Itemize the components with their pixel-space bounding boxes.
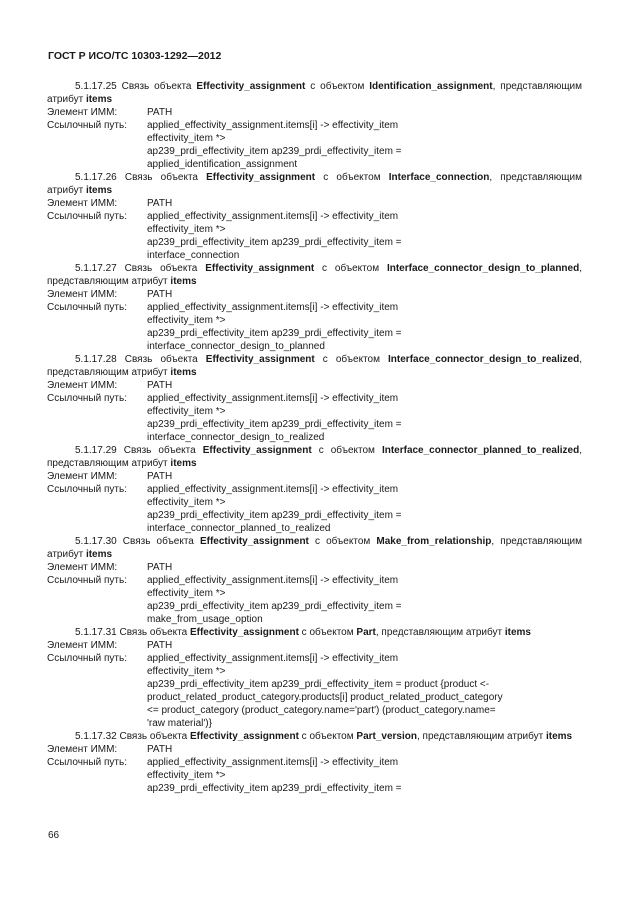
- document-body: [47, 80, 582, 795]
- clause-number: 5.1.17.31 Связь: [75, 627, 148, 638]
- path-label: Ссылочный путь:: [47, 484, 127, 495]
- element-label: Элемент ИММ:: [47, 198, 118, 209]
- path-line: effectivity_item *>: [147, 770, 226, 781]
- clause-text: объекта: [147, 627, 190, 638]
- clause-entity: Effectivity_assignment: [189, 731, 299, 742]
- clause-text: , представляющим атрибут: [417, 731, 546, 742]
- clause-text: с объектом: [305, 81, 370, 92]
- clause-attribute: items: [170, 458, 197, 469]
- clause-entity: Effectivity_assignment: [206, 172, 316, 183]
- clause-target: Interface_connector_design_to_realized: [388, 354, 580, 365]
- clause-text: с объектом: [314, 354, 389, 365]
- clause-heading: [47, 80, 582, 106]
- path-line: applied_effectivity_assignment.items[i] -> effectivity_item: [147, 302, 399, 313]
- path-line: ap239_prdi_effectivity_item ap239_prdi_effectivity_item =: [147, 146, 402, 157]
- clause-number: 5.1.17.26 Связь: [75, 172, 153, 183]
- path-line: 'raw material')}: [147, 718, 212, 729]
- clause-block: [47, 535, 582, 626]
- path-row: [47, 652, 582, 730]
- clause-number: 5.1.17.29 Связь: [75, 445, 152, 456]
- clause-heading: [47, 353, 582, 379]
- clause-text: объекта: [150, 536, 200, 547]
- element-row: [47, 106, 582, 119]
- clause-entity: Effectivity_assignment: [189, 627, 299, 638]
- path-line: effectivity_item *>: [147, 588, 226, 599]
- clause-attribute: items: [170, 276, 197, 287]
- path-line: applied_effectivity_assignment.items[i] -> effectivity_item: [147, 120, 399, 131]
- path-line: effectivity_item *>: [147, 666, 226, 677]
- path-value: [147, 574, 582, 626]
- path-line: ap239_prdi_effectivity_item ap239_prdi_effectivity_item =: [147, 510, 402, 521]
- clause-block: [47, 353, 582, 444]
- path-line: interface_connector_design_to_planned: [147, 341, 325, 352]
- clause-text: , представляющим атрибут: [47, 81, 583, 105]
- clause-heading: [47, 730, 582, 743]
- path-row: [47, 119, 582, 171]
- page-header: ГОСТ Р ИСО/ТС 10303-1292—2012: [48, 50, 222, 62]
- clause-text: с объектом: [298, 627, 357, 638]
- path-line: effectivity_item *>: [147, 133, 226, 144]
- path-line: effectivity_item *>: [147, 224, 226, 235]
- path-value: [147, 652, 582, 730]
- path-line: effectivity_item *>: [147, 406, 226, 417]
- path-line: ap239_prdi_effectivity_item ap239_prdi_effectivity_item = product {product <-: [147, 679, 490, 690]
- path-row: [47, 392, 582, 444]
- clause-attribute: items: [545, 731, 573, 742]
- path-label: Ссылочный путь:: [47, 120, 127, 131]
- clause-entity: Effectivity_assignment: [205, 354, 315, 365]
- path-line: interface_connection: [147, 250, 240, 261]
- clause-number: 5.1.17.32 Связь: [75, 731, 148, 742]
- clause-text: объекта: [152, 263, 206, 274]
- path-line: applied_effectivity_assignment.items[i] -> effectivity_item: [147, 211, 399, 222]
- element-value: PATH: [147, 289, 173, 300]
- path-row: [47, 301, 582, 353]
- clause-text: , представляющим атрибут: [375, 627, 505, 638]
- clause-text: , представляющим атрибут: [47, 263, 582, 287]
- path-line: effectivity_item *>: [147, 315, 226, 326]
- clause-entity: Effectivity_assignment: [199, 536, 309, 547]
- path-value: [147, 301, 582, 353]
- clause-list: [47, 80, 582, 795]
- path-line: applied_effectivity_assignment.items[i] -> effectivity_item: [147, 757, 399, 768]
- page-number: 66: [48, 830, 60, 841]
- element-label: Элемент ИММ:: [47, 107, 118, 118]
- element-value: PATH: [147, 380, 173, 391]
- path-line: <= product_category (product_category.name='part') (product_category.name=: [147, 705, 496, 716]
- clause-text: с объектом: [311, 445, 382, 456]
- element-row: [47, 470, 582, 483]
- clause-target: Interface_connector_design_to_planned: [386, 263, 580, 274]
- clause-target: Part: [356, 627, 376, 638]
- element-row: [47, 743, 582, 756]
- path-line: applied_effectivity_assignment.items[i] -> effectivity_item: [147, 575, 399, 586]
- clause-text: с объектом: [298, 731, 357, 742]
- path-line: ap239_prdi_effectivity_item ap239_prdi_effectivity_item =: [147, 419, 402, 430]
- path-value: [147, 210, 582, 262]
- path-value: [147, 392, 582, 444]
- element-value: PATH: [147, 471, 173, 482]
- clause-target: Make_from_relationship: [376, 536, 492, 547]
- path-row: [47, 574, 582, 626]
- clause-entity: Effectivity_assignment: [196, 81, 306, 92]
- clause-block: [47, 730, 582, 795]
- path-line: applied_effectivity_assignment.items[i] -> effectivity_item: [147, 484, 399, 495]
- clause-number: 5.1.17.25 Связь: [75, 81, 150, 92]
- clause-block: [47, 262, 582, 353]
- path-line: ap239_prdi_effectivity_item ap239_prdi_effectivity_item =: [147, 601, 402, 612]
- path-label: Ссылочный путь:: [47, 653, 127, 664]
- clause-text: объекта: [149, 81, 197, 92]
- path-line: applied_effectivity_assignment.items[i] -> effectivity_item: [147, 653, 399, 664]
- clause-target: Interface_connector_planned_to_realized: [381, 445, 580, 456]
- element-value: PATH: [147, 198, 173, 209]
- clause-attribute: items: [85, 549, 113, 560]
- clause-heading: [47, 535, 582, 561]
- path-value: [147, 483, 582, 535]
- path-row: [47, 210, 582, 262]
- element-value: PATH: [147, 107, 173, 118]
- path-line: interface_connector_design_to_realized: [147, 432, 325, 443]
- clause-text: объекта: [152, 354, 206, 365]
- element-label: Элемент ИММ:: [47, 289, 118, 300]
- clause-attribute: items: [85, 185, 113, 196]
- clause-attribute: items: [170, 367, 197, 378]
- path-line: ap239_prdi_effectivity_item ap239_prdi_effectivity_item =: [147, 328, 402, 339]
- clause-heading: [47, 262, 582, 288]
- element-value: PATH: [147, 562, 173, 573]
- clause-target: Identification_assignment: [369, 81, 493, 92]
- path-line: applied_effectivity_assignment.items[i] -> effectivity_item: [147, 393, 399, 404]
- path-value: [147, 756, 582, 795]
- clause-block: [47, 626, 582, 730]
- path-label: Ссылочный путь:: [47, 302, 127, 313]
- clause-heading: [47, 171, 582, 197]
- path-line: product_related_product_category.products[i] product_related_product_category: [147, 692, 503, 703]
- clause-text: объекта: [152, 172, 207, 183]
- element-row: [47, 561, 582, 574]
- clause-text: с объектом: [314, 263, 387, 274]
- clause-text: , представляющим атрибут: [47, 172, 582, 196]
- clause-target: Interface_connection: [388, 172, 490, 183]
- path-line: interface_connector_planned_to_realized: [147, 523, 331, 534]
- element-row: [47, 379, 582, 392]
- path-label: Ссылочный путь:: [47, 575, 127, 586]
- clause-text: , представляющим атрибут: [47, 536, 583, 560]
- element-row: [47, 288, 582, 301]
- element-label: Элемент ИММ:: [47, 562, 118, 573]
- element-label: Элемент ИММ:: [47, 640, 118, 651]
- clause-block: [47, 80, 582, 171]
- path-line: make_from_usage_option: [147, 614, 263, 625]
- clause-number: 5.1.17.30 Связь: [75, 536, 151, 547]
- element-label: Элемент ИММ:: [47, 471, 118, 482]
- path-row: [47, 483, 582, 535]
- clause-text: объекта: [147, 731, 190, 742]
- clause-text: , представляющим атрибут: [47, 354, 582, 378]
- element-row: [47, 639, 582, 652]
- path-row: [47, 756, 582, 795]
- clause-target: Part_version: [356, 731, 417, 742]
- path-line: ap239_prdi_effectivity_item ap239_prdi_effectivity_item =: [147, 237, 402, 248]
- element-value: PATH: [147, 640, 173, 651]
- clause-entity: Effectivity_assignment: [202, 445, 312, 456]
- clause-block: [47, 444, 582, 535]
- path-label: Ссылочный путь:: [47, 393, 127, 404]
- clause-number: 5.1.17.28 Связь: [75, 354, 153, 365]
- clause-number: 5.1.17.27 Связь: [75, 263, 153, 274]
- path-label: Ссылочный путь:: [47, 757, 127, 768]
- clause-attribute: items: [85, 94, 113, 105]
- element-label: Элемент ИММ:: [47, 380, 118, 391]
- path-value: [147, 119, 582, 171]
- clause-attribute: items: [504, 627, 531, 638]
- clause-text: , представляющим атрибут: [47, 445, 583, 469]
- path-label: Ссылочный путь:: [47, 211, 127, 222]
- element-label: Элемент ИММ:: [47, 744, 118, 755]
- element-row: [47, 197, 582, 210]
- clause-entity: Effectivity_assignment: [205, 263, 315, 274]
- clause-text: объекта: [151, 445, 203, 456]
- clause-text: с объектом: [315, 172, 389, 183]
- path-line: effectivity_item *>: [147, 497, 226, 508]
- clause-text: с объектом: [308, 536, 377, 547]
- path-line: applied_identification_assignment: [147, 159, 298, 170]
- clause-heading: [47, 444, 582, 470]
- path-line: ap239_prdi_effectivity_item ap239_prdi_effectivity_item =: [147, 783, 402, 794]
- clause-heading: [47, 626, 582, 639]
- clause-block: [47, 171, 582, 262]
- element-value: PATH: [147, 744, 173, 755]
